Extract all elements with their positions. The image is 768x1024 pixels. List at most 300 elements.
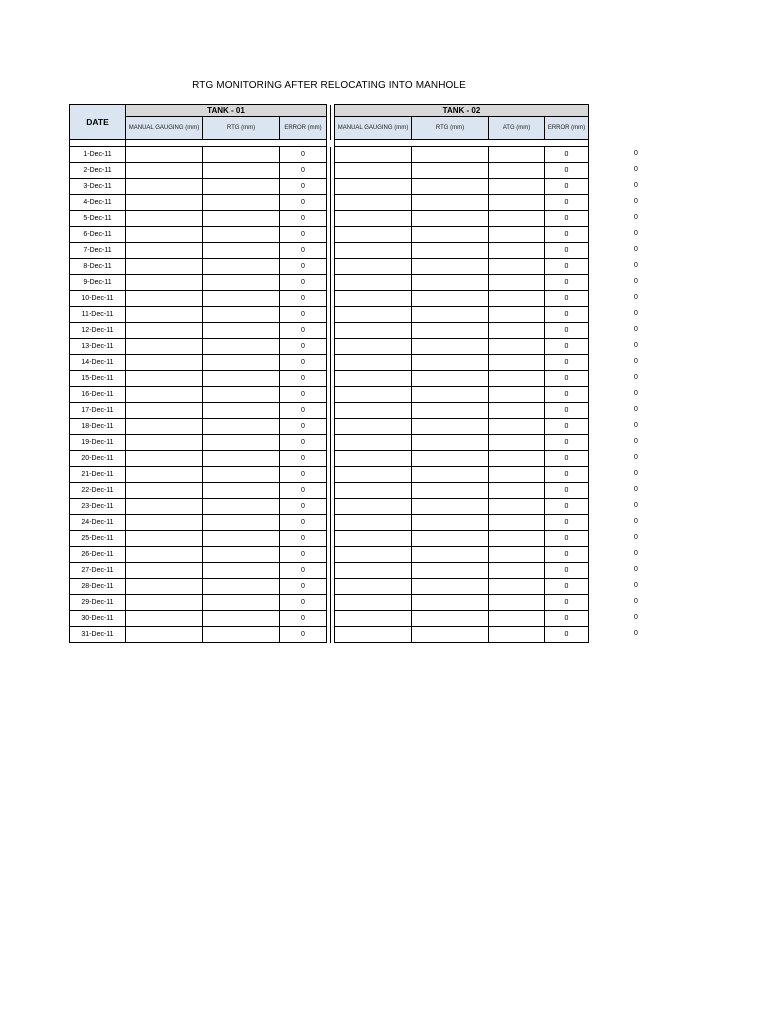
- table-row: [70, 467, 589, 483]
- tank-02-rtg-cell[interactable]: [412, 355, 489, 371]
- tank-01-manual-gauging-cell[interactable]: [126, 259, 203, 275]
- tank-01-rtg-cell[interactable]: [203, 403, 280, 419]
- tank-02-atg-cell[interactable]: [489, 515, 545, 531]
- date-cell: 26-Dec-11: [70, 547, 126, 563]
- tank-01-error-cell: 0: [280, 419, 327, 435]
- tank-02-rtg-cell[interactable]: [412, 499, 489, 515]
- tank-02-rtg-cell[interactable]: [412, 515, 489, 531]
- tank-02-error-cell: 0: [545, 483, 589, 499]
- tank-02-rtg-cell[interactable]: [412, 579, 489, 595]
- tank-01-error-cell: 0: [280, 499, 327, 515]
- date-cell: 16-Dec-11: [70, 387, 126, 403]
- tank-02-manual-gauging-cell[interactable]: [335, 275, 412, 291]
- tank-02-error-cell: 0: [545, 355, 589, 371]
- tank-01-manual-gauging-cell[interactable]: [126, 579, 203, 595]
- tank-02-rtg-header: RTG (mm): [412, 117, 489, 140]
- tank-02-manual-gauging-cell[interactable]: [335, 387, 412, 403]
- table-row: [70, 515, 589, 531]
- tank-02-manual-gauging-cell[interactable]: [335, 435, 412, 451]
- tank-02-atg-cell[interactable]: [489, 371, 545, 387]
- tank-02-rtg-cell[interactable]: [412, 387, 489, 403]
- overflow-value: 0: [634, 437, 638, 445]
- date-cell: 13-Dec-11: [70, 339, 126, 355]
- tank-02-atg-cell[interactable]: [489, 163, 545, 179]
- tank-01-rtg-cell[interactable]: [203, 323, 280, 339]
- overflow-value: 0: [634, 293, 638, 301]
- tank-02-rtg-cell[interactable]: [412, 227, 489, 243]
- monitoring-sheet: [69, 104, 638, 643]
- tank-01-manual-gauging-cell[interactable]: [126, 531, 203, 547]
- tank-02-atg-cell[interactable]: [489, 179, 545, 195]
- overflow-value: 0: [634, 357, 638, 365]
- tank-01-manual-gauging-cell[interactable]: [126, 195, 203, 211]
- tank-01-manual-gauging-cell[interactable]: [126, 387, 203, 403]
- table-row: [70, 355, 589, 371]
- tank-01-rtg-header: RTG (mm): [203, 117, 280, 140]
- tank-01-manual-gauging-cell[interactable]: [126, 611, 203, 627]
- tank-01-rtg-cell[interactable]: [203, 259, 280, 275]
- tank-02-manual-gauging-cell[interactable]: [335, 451, 412, 467]
- tank-02-atg-cell[interactable]: [489, 419, 545, 435]
- tank-01-manual-gauging-cell[interactable]: [126, 499, 203, 515]
- tank-01-manual-gauging-cell[interactable]: [126, 595, 203, 611]
- date-cell: 15-Dec-11: [70, 371, 126, 387]
- tank-02-rtg-cell[interactable]: [412, 483, 489, 499]
- tank-02-atg-cell[interactable]: [489, 211, 545, 227]
- tank-01-rtg-cell[interactable]: [203, 515, 280, 531]
- tank-02-atg-header: ATG (mm): [489, 117, 545, 140]
- date-cell: 18-Dec-11: [70, 419, 126, 435]
- tank-01-rtg-cell[interactable]: [203, 435, 280, 451]
- tank-02-error-cell: 0: [545, 179, 589, 195]
- tank-01-manual-gauging-cell[interactable]: [126, 179, 203, 195]
- tank-01-rtg-cell[interactable]: [203, 339, 280, 355]
- tank-01-error-cell: 0: [280, 483, 327, 499]
- tank-02-error-cell: 0: [545, 195, 589, 211]
- tank-01-error-cell: 0: [280, 451, 327, 467]
- tank-01-rtg-cell[interactable]: [203, 387, 280, 403]
- tank-01-manual-gauging-cell[interactable]: [126, 291, 203, 307]
- tank-02-atg-cell[interactable]: [489, 291, 545, 307]
- tank-02-manual-gauging-cell[interactable]: [335, 483, 412, 499]
- tank-01-rtg-cell[interactable]: [203, 291, 280, 307]
- tank-02-manual-gauging-cell[interactable]: [335, 579, 412, 595]
- tank-02-rtg-cell[interactable]: [412, 211, 489, 227]
- table-row: [70, 435, 589, 451]
- table-row: [70, 611, 589, 627]
- tank-01-rtg-cell[interactable]: [203, 163, 280, 179]
- tank-02-atg-cell[interactable]: [489, 387, 545, 403]
- table-row: [70, 403, 589, 419]
- tank-02-manual-gauging-cell[interactable]: [335, 307, 412, 323]
- tank-02-rtg-cell[interactable]: [412, 179, 489, 195]
- tank-01-manual-gauging-cell[interactable]: [126, 419, 203, 435]
- table-row: [70, 531, 589, 547]
- tank-01-error-cell: 0: [280, 467, 327, 483]
- tank-02-atg-cell[interactable]: [489, 483, 545, 499]
- tank-02-manual-gauging-cell[interactable]: [335, 339, 412, 355]
- tank-02-atg-cell[interactable]: [489, 275, 545, 291]
- date-cell: 19-Dec-11: [70, 435, 126, 451]
- tank-01-rtg-cell[interactable]: [203, 499, 280, 515]
- tank-02-error-cell: 0: [545, 387, 589, 403]
- overflow-value: 0: [634, 581, 638, 589]
- tank-02-manual-gauging-cell[interactable]: [335, 147, 412, 163]
- tank-02-rtg-cell[interactable]: [412, 435, 489, 451]
- tank-02-error-cell: 0: [545, 435, 589, 451]
- tank-02-rtg-cell[interactable]: [412, 243, 489, 259]
- tank-02-error-cell: 0: [545, 259, 589, 275]
- tank-02-error-cell: 0: [545, 227, 589, 243]
- date-cell: 29-Dec-11: [70, 595, 126, 611]
- tank-02-atg-cell[interactable]: [489, 531, 545, 547]
- overflow-value: 0: [634, 549, 638, 557]
- tank-02-error-cell: 0: [545, 275, 589, 291]
- tank-02-atg-cell[interactable]: [489, 403, 545, 419]
- tank-02-rtg-cell[interactable]: [412, 611, 489, 627]
- table-row: [70, 483, 589, 499]
- tank-01-error-cell: 0: [280, 547, 327, 563]
- tank-02-manual-gauging-cell[interactable]: [335, 259, 412, 275]
- overflow-value: 0: [634, 197, 638, 205]
- date-cell: 11-Dec-11: [70, 307, 126, 323]
- tank-01-manual-gauging-cell[interactable]: [126, 627, 203, 643]
- tank-01-error-cell: 0: [280, 531, 327, 547]
- tank-02-manual-gauging-cell[interactable]: [335, 243, 412, 259]
- tank-01-rtg-cell[interactable]: [203, 451, 280, 467]
- tank-02-manual-gauging-header: MANUAL GAUGING (mm): [335, 117, 412, 140]
- table-row: [70, 307, 589, 323]
- tank-01-manual-gauging-cell[interactable]: [126, 435, 203, 451]
- tank-02-manual-gauging-cell[interactable]: [335, 355, 412, 371]
- tank-02-manual-gauging-cell[interactable]: [335, 179, 412, 195]
- tank-01-error-cell: 0: [280, 275, 327, 291]
- tank-02-error-cell: 0: [545, 563, 589, 579]
- tank-02-manual-gauging-cell[interactable]: [335, 323, 412, 339]
- tank-01-error-cell: 0: [280, 259, 327, 275]
- date-cell: 8-Dec-11: [70, 259, 126, 275]
- table-row: [70, 323, 589, 339]
- tank-02-header: TANK - 02: [335, 105, 589, 117]
- tank-02-rtg-cell[interactable]: [412, 307, 489, 323]
- table-row: [70, 563, 589, 579]
- tank-01-error-cell: 0: [280, 515, 327, 531]
- tank-02-rtg-cell[interactable]: [412, 627, 489, 643]
- date-cell: 7-Dec-11: [70, 243, 126, 259]
- tank-02-manual-gauging-cell[interactable]: [335, 211, 412, 227]
- overflow-value: 0: [634, 149, 638, 157]
- tank-02-manual-gauging-cell[interactable]: [335, 163, 412, 179]
- tank-02-atg-cell[interactable]: [489, 627, 545, 643]
- table-row: [70, 627, 589, 643]
- tank-02-manual-gauging-cell[interactable]: [335, 403, 412, 419]
- table-row: [70, 243, 589, 259]
- tank-01-error-cell: 0: [280, 179, 327, 195]
- tank-02-atg-cell[interactable]: [489, 579, 545, 595]
- tank-02-manual-gauging-cell[interactable]: [335, 531, 412, 547]
- tank-01-error-cell: 0: [280, 291, 327, 307]
- tank-02-atg-cell[interactable]: [489, 499, 545, 515]
- overflow-value: 0: [634, 517, 638, 525]
- tank-02-rtg-cell[interactable]: [412, 291, 489, 307]
- tank-01-rtg-cell[interactable]: [203, 195, 280, 211]
- tank-02-error-cell: 0: [545, 419, 589, 435]
- tank-02-rtg-cell[interactable]: [412, 275, 489, 291]
- overflow-value: 0: [634, 421, 638, 429]
- tank-02-atg-cell[interactable]: [489, 195, 545, 211]
- tank-02-manual-gauging-cell[interactable]: [335, 419, 412, 435]
- tank-01-manual-gauging-cell[interactable]: [126, 515, 203, 531]
- table-row: [70, 275, 589, 291]
- tank-01-error-cell: 0: [280, 627, 327, 643]
- date-cell: 30-Dec-11: [70, 611, 126, 627]
- date-cell: 17-Dec-11: [70, 403, 126, 419]
- date-cell: 22-Dec-11: [70, 483, 126, 499]
- tank-01-manual-gauging-cell[interactable]: [126, 307, 203, 323]
- tank-01-rtg-cell[interactable]: [203, 627, 280, 643]
- tank-01-manual-gauging-cell[interactable]: [126, 147, 203, 163]
- tank-02-manual-gauging-cell[interactable]: [335, 227, 412, 243]
- date-cell: 24-Dec-11: [70, 515, 126, 531]
- table-row: [70, 147, 589, 163]
- tank-02-rtg-cell[interactable]: [412, 547, 489, 563]
- tank-02-rtg-cell[interactable]: [412, 259, 489, 275]
- tank-01-rtg-cell[interactable]: [203, 227, 280, 243]
- tank-01-error-cell: 0: [280, 563, 327, 579]
- tank-01-error-cell: 0: [280, 339, 327, 355]
- tank-02-manual-gauging-cell[interactable]: [335, 195, 412, 211]
- tank-02-error-cell: 0: [545, 451, 589, 467]
- tank-02-error-cell: 0: [545, 371, 589, 387]
- monitoring-table: [69, 104, 589, 643]
- date-cell: 23-Dec-11: [70, 499, 126, 515]
- overflow-value: 0: [634, 485, 638, 493]
- tank-01-rtg-cell[interactable]: [203, 563, 280, 579]
- overflow-value: 0: [634, 501, 638, 509]
- table-row: [70, 227, 589, 243]
- tank-02-atg-cell[interactable]: [489, 563, 545, 579]
- tank-02-manual-gauging-cell[interactable]: [335, 563, 412, 579]
- date-cell: 2-Dec-11: [70, 163, 126, 179]
- date-cell: 10-Dec-11: [70, 291, 126, 307]
- tank-01-rtg-cell[interactable]: [203, 611, 280, 627]
- tank-01-rtg-cell[interactable]: [203, 419, 280, 435]
- tank-02-rtg-cell[interactable]: [412, 595, 489, 611]
- tank-02-atg-cell[interactable]: [489, 467, 545, 483]
- table-row: [70, 371, 589, 387]
- tank-02-rtg-cell[interactable]: [412, 163, 489, 179]
- overflow-value: 0: [634, 373, 638, 381]
- overflow-value: 0: [634, 181, 638, 189]
- tank-02-atg-cell[interactable]: [489, 339, 545, 355]
- tank-02-error-cell: 0: [545, 163, 589, 179]
- table-row: [70, 451, 589, 467]
- tank-01-error-cell: 0: [280, 211, 327, 227]
- tank-02-rtg-cell[interactable]: [412, 451, 489, 467]
- tank-01-manual-gauging-cell[interactable]: [126, 547, 203, 563]
- tank-01-rtg-cell[interactable]: [203, 179, 280, 195]
- tank-01-rtg-cell[interactable]: [203, 547, 280, 563]
- tank-02-manual-gauging-cell[interactable]: [335, 515, 412, 531]
- tank-01-rtg-cell[interactable]: [203, 467, 280, 483]
- tank-01-manual-gauging-cell[interactable]: [126, 371, 203, 387]
- date-cell: 27-Dec-11: [70, 563, 126, 579]
- tank-02-manual-gauging-cell[interactable]: [335, 547, 412, 563]
- overflow-value: 0: [634, 629, 638, 637]
- tank-02-error-cell: 0: [545, 595, 589, 611]
- table-row: [70, 387, 589, 403]
- tank-02-rtg-cell[interactable]: [412, 147, 489, 163]
- tank-02-error-cell: 0: [545, 579, 589, 595]
- tank-01-rtg-cell[interactable]: [203, 579, 280, 595]
- table-row: [70, 211, 589, 227]
- date-cell: 4-Dec-11: [70, 195, 126, 211]
- date-cell: 1-Dec-11: [70, 147, 126, 163]
- tank-02-manual-gauging-cell[interactable]: [335, 467, 412, 483]
- tank-01-manual-gauging-cell[interactable]: [126, 211, 203, 227]
- tank-02-rtg-cell[interactable]: [412, 195, 489, 211]
- overflow-value: 0: [634, 325, 638, 333]
- tank-02-error-cell: 0: [545, 611, 589, 627]
- tank-02-rtg-cell[interactable]: [412, 467, 489, 483]
- tank-02-atg-cell[interactable]: [489, 435, 545, 451]
- table-row: [70, 339, 589, 355]
- tank-02-atg-cell[interactable]: [489, 547, 545, 563]
- tank-02-error-cell: 0: [545, 307, 589, 323]
- tank-02-manual-gauging-cell[interactable]: [335, 499, 412, 515]
- tank-01-manual-gauging-cell[interactable]: [126, 323, 203, 339]
- tank-02-rtg-cell[interactable]: [412, 323, 489, 339]
- tank-02-atg-cell[interactable]: [489, 355, 545, 371]
- overflow-value: 0: [634, 405, 638, 413]
- overflow-value: 0: [634, 245, 638, 253]
- tank-02-manual-gauging-cell[interactable]: [335, 627, 412, 643]
- page-title: RTG MONITORING AFTER RELOCATING INTO MANHOLE: [192, 80, 466, 91]
- tank-02-atg-cell[interactable]: [489, 147, 545, 163]
- tank-02-atg-cell[interactable]: [489, 243, 545, 259]
- table-row: [70, 163, 589, 179]
- tank-02-error-cell: 0: [545, 499, 589, 515]
- tank-01-manual-gauging-cell[interactable]: [126, 467, 203, 483]
- table-row: [70, 291, 589, 307]
- tank-01-error-cell: 0: [280, 371, 327, 387]
- tank-02-atg-cell[interactable]: [489, 227, 545, 243]
- tank-01-error-cell: 0: [280, 387, 327, 403]
- date-cell: 9-Dec-11: [70, 275, 126, 291]
- tank-01-rtg-cell[interactable]: [203, 371, 280, 387]
- tank-02-rtg-cell[interactable]: [412, 339, 489, 355]
- tank-02-error-cell: 0: [545, 339, 589, 355]
- overflow-value: 0: [634, 229, 638, 237]
- tank-01-header: TANK - 01: [126, 105, 327, 117]
- tank-01-error-cell: 0: [280, 579, 327, 595]
- tank-02-rtg-cell[interactable]: [412, 403, 489, 419]
- tank-01-error-cell: 0: [280, 195, 327, 211]
- tank-02-manual-gauging-cell[interactable]: [335, 611, 412, 627]
- tank-01-error-cell: 0: [280, 595, 327, 611]
- tank-01-error-cell: 0: [280, 163, 327, 179]
- tank-01-manual-gauging-cell[interactable]: [126, 163, 203, 179]
- overflow-value: 0: [634, 469, 638, 477]
- tank-01-rtg-cell[interactable]: [203, 243, 280, 259]
- tank-02-error-cell: 0: [545, 147, 589, 163]
- tank-01-manual-gauging-cell[interactable]: [126, 339, 203, 355]
- date-cell: 6-Dec-11: [70, 227, 126, 243]
- tank-01-error-cell: 0: [280, 435, 327, 451]
- tank-02-atg-cell[interactable]: [489, 595, 545, 611]
- tank-01-rtg-cell[interactable]: [203, 355, 280, 371]
- tank-01-manual-gauging-cell[interactable]: [126, 355, 203, 371]
- tank-01-rtg-cell[interactable]: [203, 275, 280, 291]
- tank-02-manual-gauging-cell[interactable]: [335, 371, 412, 387]
- tank-01-error-cell: 0: [280, 355, 327, 371]
- tank-02-rtg-cell[interactable]: [412, 371, 489, 387]
- tank-02-manual-gauging-cell[interactable]: [335, 595, 412, 611]
- tank-01-rtg-cell[interactable]: [203, 307, 280, 323]
- overflow-value: 0: [634, 533, 638, 541]
- tank-02-atg-cell[interactable]: [489, 451, 545, 467]
- tank-01-error-cell: 0: [280, 403, 327, 419]
- tank-02-rtg-cell[interactable]: [412, 563, 489, 579]
- tank-01-rtg-cell[interactable]: [203, 531, 280, 547]
- tank-01-rtg-cell[interactable]: [203, 147, 280, 163]
- tank-02-error-cell: 0: [545, 627, 589, 643]
- overflow-value: 0: [634, 565, 638, 573]
- table-row: [70, 419, 589, 435]
- tank-02-atg-cell[interactable]: [489, 323, 545, 339]
- overflow-value: 0: [634, 597, 638, 605]
- date-cell: 3-Dec-11: [70, 179, 126, 195]
- tank-01-manual-gauging-cell[interactable]: [126, 243, 203, 259]
- table-row: [70, 259, 589, 275]
- tank-02-atg-cell[interactable]: [489, 307, 545, 323]
- tank-01-manual-gauging-cell[interactable]: [126, 563, 203, 579]
- tank-02-manual-gauging-cell[interactable]: [335, 291, 412, 307]
- tank-01-rtg-cell[interactable]: [203, 595, 280, 611]
- overflow-value: 0: [634, 261, 638, 269]
- tank-01-manual-gauging-cell[interactable]: [126, 275, 203, 291]
- tank-01-manual-gauging-cell[interactable]: [126, 451, 203, 467]
- date-cell: 21-Dec-11: [70, 467, 126, 483]
- tank-02-rtg-cell[interactable]: [412, 419, 489, 435]
- overflow-value: 0: [634, 613, 638, 621]
- tank-01-error-cell: 0: [280, 323, 327, 339]
- tank-01-manual-gauging-header: MANUAL GAUGING (mm): [126, 117, 203, 140]
- tank-02-atg-cell[interactable]: [489, 611, 545, 627]
- table-row: [70, 179, 589, 195]
- tank-01-manual-gauging-cell[interactable]: [126, 403, 203, 419]
- tank-02-error-cell: 0: [545, 531, 589, 547]
- overflow-value: 0: [634, 453, 638, 461]
- tank-02-rtg-cell[interactable]: [412, 531, 489, 547]
- tank-01-manual-gauging-cell[interactable]: [126, 483, 203, 499]
- date-cell: 20-Dec-11: [70, 451, 126, 467]
- tank-02-error-cell: 0: [545, 211, 589, 227]
- tank-02-error-header: ERROR (mm): [545, 117, 589, 140]
- tank-01-rtg-cell[interactable]: [203, 211, 280, 227]
- tank-01-error-cell: 0: [280, 147, 327, 163]
- tank-02-atg-cell[interactable]: [489, 259, 545, 275]
- overflow-value: 0: [634, 277, 638, 285]
- tank-01-rtg-cell[interactable]: [203, 483, 280, 499]
- tank-02-error-cell: 0: [545, 547, 589, 563]
- date-cell: 12-Dec-11: [70, 323, 126, 339]
- date-cell: 14-Dec-11: [70, 355, 126, 371]
- date-cell: 25-Dec-11: [70, 531, 126, 547]
- tank-01-manual-gauging-cell[interactable]: [126, 227, 203, 243]
- date-cell: 28-Dec-11: [70, 579, 126, 595]
- tank-02-error-cell: 0: [545, 243, 589, 259]
